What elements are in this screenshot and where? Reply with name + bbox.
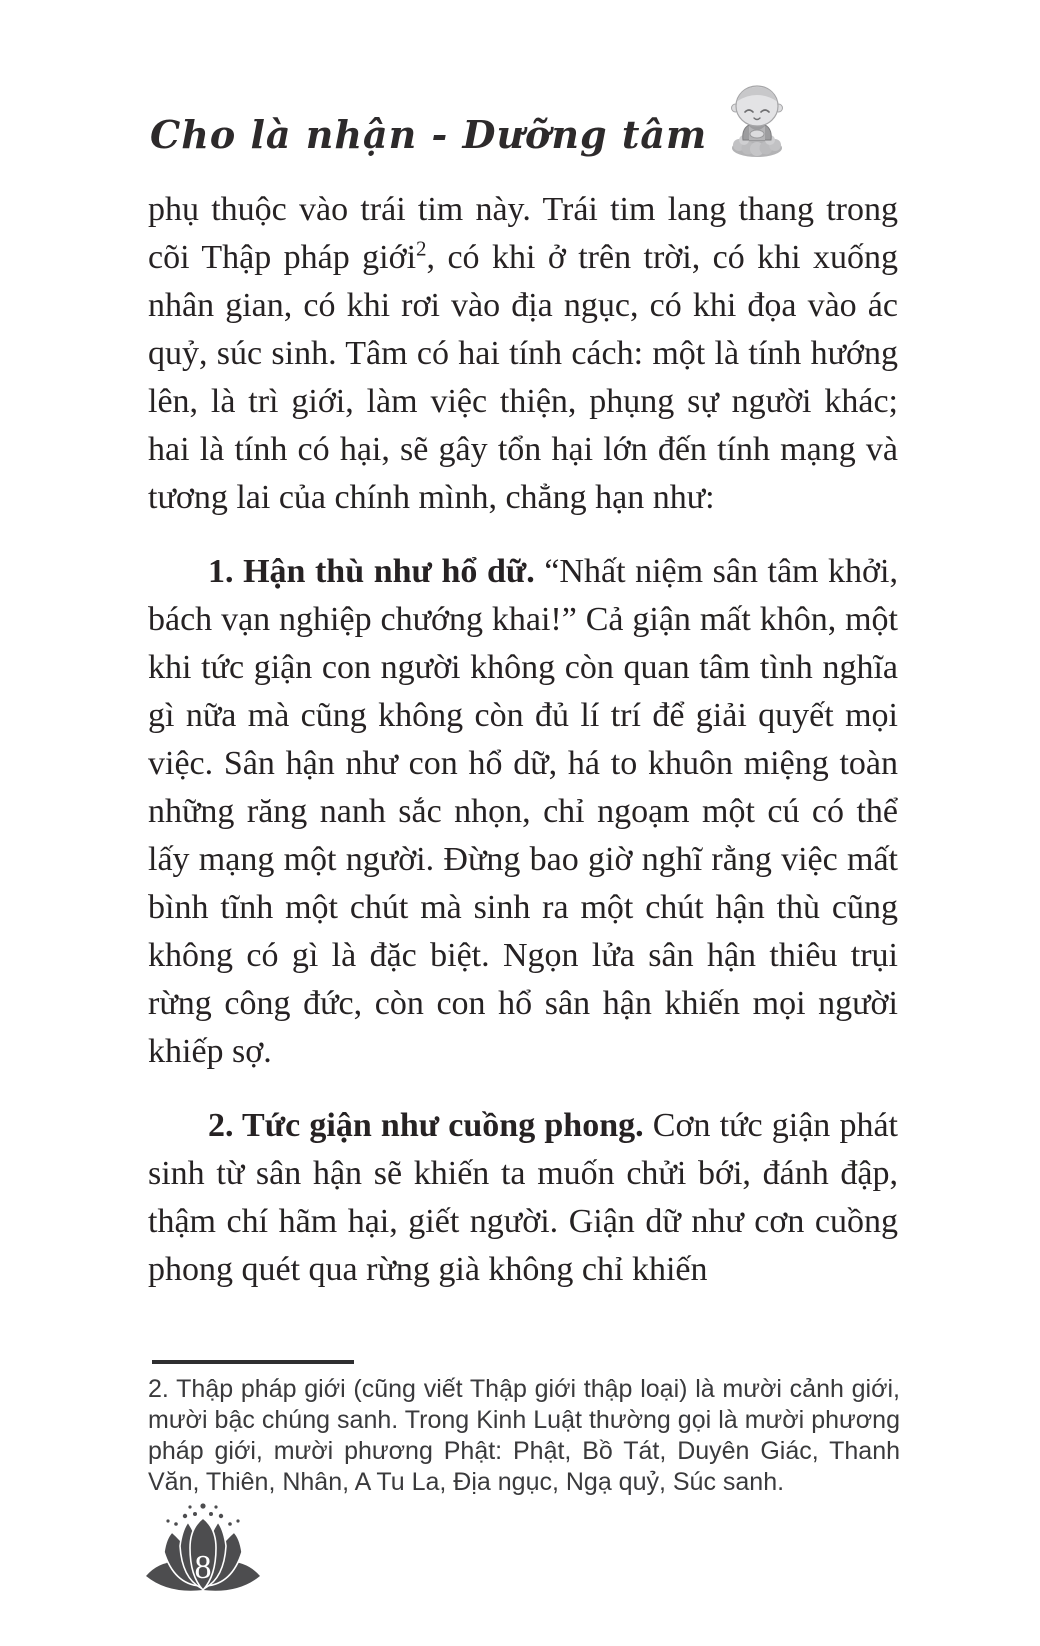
item-2-text: Cơn tức giận phát sinh từ sân hận sẽ khiến ta muốn chửi bới, đánh đập, thậm chí hãm hại, giết người. Giận dữ như cơn cuồng phong quét qua rừng già không chỉ khiến (148, 1107, 898, 1288)
intro-text-before: phụ thuộc vào trái tim này. Trái tim lang thang trong cõi Thập pháp giới (148, 191, 898, 276)
page-header (150, 82, 787, 158)
footnote-divider (152, 1360, 354, 1364)
page-number: 8 (194, 1549, 212, 1586)
item-1-heading: 1. Hận thù như hổ dữ. (208, 553, 535, 590)
running-title: Cho là nhận - Dưỡng tâm (150, 111, 708, 157)
monk-on-lotus-icon (727, 82, 787, 158)
item-1-text: “Nhất niệm sân tâm khởi, bách vạn nghiệp chướng khai!” Cả giận mất khôn, một khi tức giận con người không còn quan tâm tình nghĩa gì nữa mà cũng không còn đủ lí trí để giải quyết mọi việc. Sân hận như con hổ dữ, há to khuôn miệng toàn những răng nanh sắc nhọn, chỉ ngoạm một cú có thể lấy mạng một người. Đừng bao giờ nghĩ rằng việc mất bình tĩnh một chút mà sinh ra một chút hận thù cũng không có gì là đặc biệt. Ngọn lửa sân hận thiêu trụi rừng công đức, còn con hổ sân hận khiến mọi người khiếp sợ. (148, 553, 898, 1070)
footnote-reference-mark: 2 (416, 236, 427, 261)
paragraph-intro (148, 186, 898, 522)
paragraph-item-1 (148, 548, 898, 1076)
page-body (148, 186, 898, 1320)
intro-text-after: , có khi ở trên trời, có khi xuống nhân gian, có khi rơi vào địa ngục, có khi đọa vào ác quỷ, súc sinh. Tâm có hai tính cách: một là tính hướng lên, là trì giới, làm việc thiện, phụng sự người khác; hai là tính có hại, sẽ gây tổn hại lớn đến tính mạng và tương lai của chính mình, chẳng hạn như: (148, 239, 898, 516)
paragraph-item-2 (148, 1102, 898, 1294)
item-2-heading: 2. Tức giận như cuồng phong. (208, 1107, 644, 1144)
lotus-page-number-icon (138, 1494, 268, 1604)
footnote-section (148, 1360, 900, 1498)
footnote-text: 2. Thập pháp giới (cũng viết Thập giới thập loại) là mười cảnh giới, mười bậc chúng sanh. Trong Kinh Luật thường gọi là mười phương pháp giới, mười phương Phật: Phật, Bồ Tát, Duyên Giác, Thanh Văn, Thiên, Nhân, A Tu La, Địa ngục, Ngạ quỷ, Súc sanh. (148, 1375, 900, 1496)
